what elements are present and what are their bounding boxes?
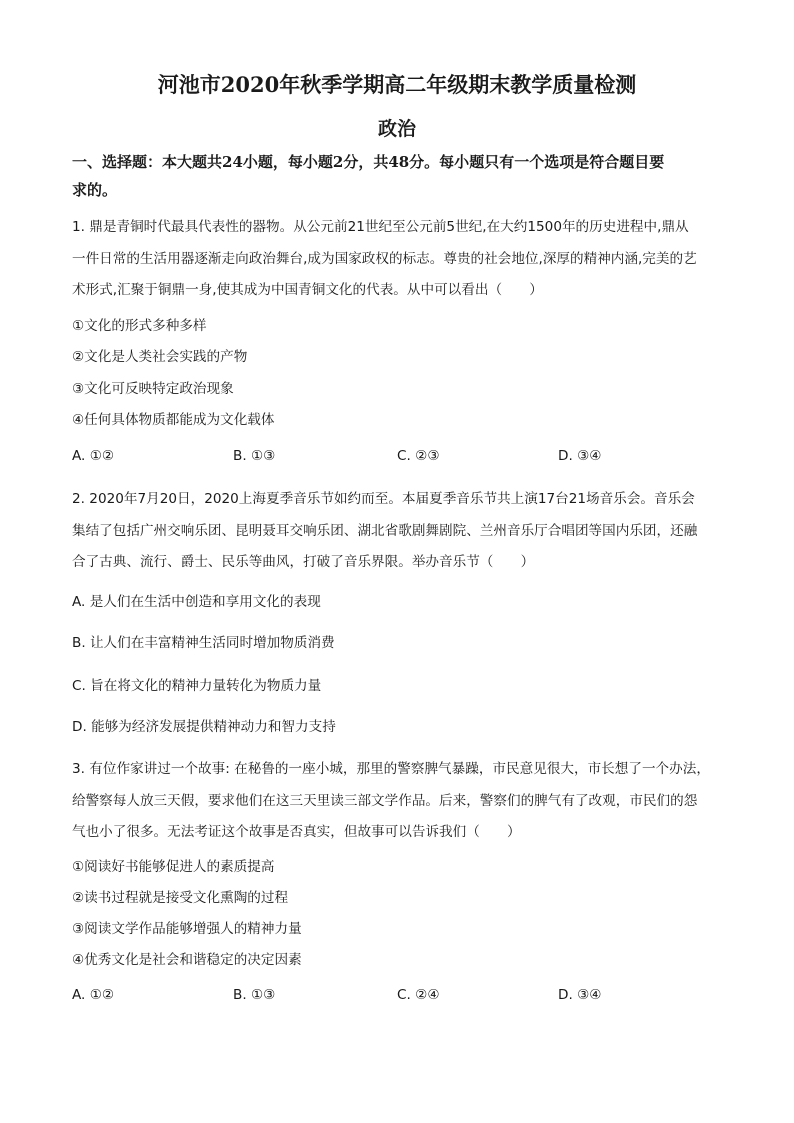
section-heading: [72, 148, 732, 204]
question-3-choice-c[interactable]: C. ②④: [397, 987, 440, 1003]
question-1-choice-a[interactable]: A. ①②: [72, 448, 115, 464]
question-1-line-1: 1. 鼎是青铜时代最具代表性的器物。从公元前21世纪至公元前5世纪,在大约1500年的历史进程中,鼎从: [72, 219, 689, 235]
question-1-choice-d[interactable]: D. ③④: [558, 448, 602, 464]
question-1-item-2: ②文化是人类社会实践的产物: [72, 349, 248, 365]
question-2-option-a[interactable]: A. 是人们在生活中创造和享用文化的表现: [72, 594, 321, 610]
question-3-item-3: ③阅读文学作品能够增强人的精神力量: [72, 921, 302, 937]
question-1-stem: [72, 212, 734, 307]
question-3-choice-b[interactable]: B. ①③: [233, 987, 276, 1003]
question-3-item-4: ④优秀文化是社会和谐稳定的决定因素: [72, 952, 302, 968]
question-3-choice-d[interactable]: D. ③④: [558, 987, 602, 1003]
question-1-line-2: 一件日常的生活用器逐渐走向政治舞台,成为国家政权的标志。尊贵的社会地位,深厚的精神内涵,完美的艺: [72, 250, 697, 267]
question-1-item-3: ③文化可反映特定政治现象: [72, 381, 234, 397]
subject-title: 政治: [377, 118, 416, 140]
question-3-item-1: ①阅读好书能够促进人的素质提高: [72, 859, 275, 875]
question-2-option-b[interactable]: B. 让人们在丰富精神生活同时增加物质消费: [72, 635, 335, 651]
question-2-line-1: 2. 2020年7月20日，2020上海夏季音乐节如约而至。本届夏季音乐节共上演17台21场音乐会。音乐会: [72, 491, 695, 507]
section-heading-line-1: 一、选择题：本大题共24小题，每小题2分，共48分。每小题只有一个选项是符合题目要: [72, 153, 665, 171]
question-1-choice-b[interactable]: B. ①③: [233, 448, 276, 464]
question-1-item-1: ①文化的形式多种多样: [72, 318, 207, 334]
question-2-line-3: 合了古典、流行、爵士、民乐等曲风，打破了音乐界限。举办音乐节（ ）: [72, 554, 535, 570]
question-3-item-2: ②读书过程就是接受文化熏陶的过程: [72, 890, 289, 906]
question-3-line-3: 气也小了很多。无法考证这个故事是否真实，但故事可以告诉我们（ ）: [72, 824, 521, 840]
exam-title: 河池市2020年秋季学期高二年级期末教学质量检测: [157, 72, 637, 97]
question-3-choice-a[interactable]: A. ①②: [72, 987, 115, 1003]
question-1-choices: [72, 448, 734, 468]
question-2-stem: [72, 484, 734, 579]
section-heading-line-2: 求的。: [72, 181, 118, 199]
question-3-stem: [72, 754, 734, 849]
question-3-line-1: 3. 有位作家讲过一个故事: 在秘鲁的一座小城，那里的警察脾气暴躁，市民意见很大，市长想了一个办法，: [72, 761, 710, 777]
question-2-option-d[interactable]: D. 能够为经济发展提供精神动力和智力支持: [72, 719, 336, 735]
question-2-option-c[interactable]: C. 旨在将文化的精神力量转化为物质力量: [72, 678, 322, 694]
question-2-line-2: 集结了包括广州交响乐团、昆明聂耳交响乐团、湖北省歌剧舞剧院、兰州音乐厅合唱团等国内乐团，还融: [72, 522, 698, 539]
question-3-choices: [72, 987, 734, 1007]
question-1-choice-c[interactable]: C. ②③: [397, 448, 440, 464]
question-1-item-4: ④任何具体物质都能成为文化载体: [72, 412, 275, 428]
question-1-line-3: 术形式,汇聚于铜鼎一身,使其成为中国青铜文化的代表。从中可以看出（ ）: [72, 282, 543, 298]
question-3-line-2: 给警察每人放三天假，要求他们在这三天里读三部文学作品。后来，警察们的脾气有了改观，市民们的怨: [72, 792, 698, 809]
